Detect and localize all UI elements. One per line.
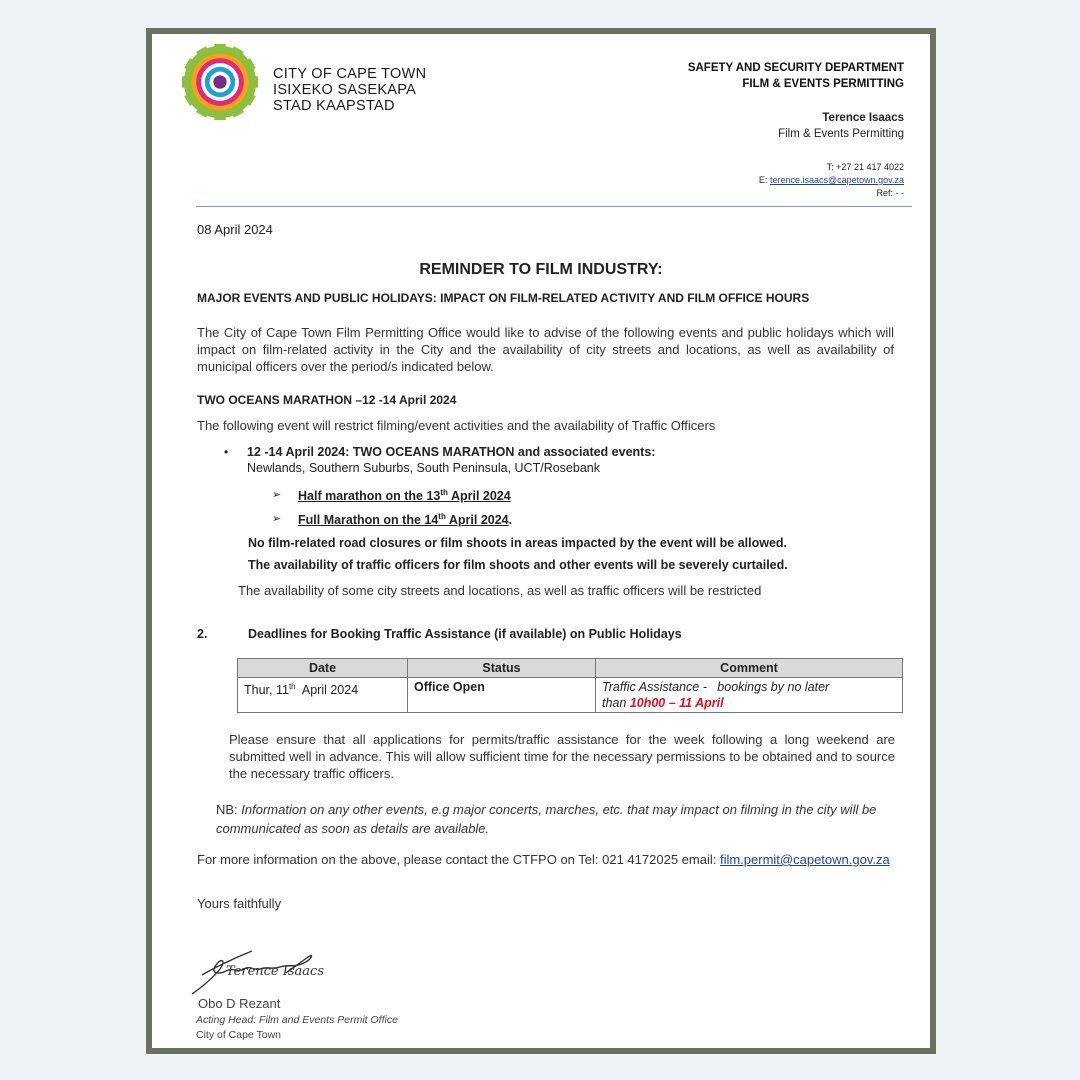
letter-subtitle: MAJOR EVENTS AND PUBLIC HOLIDAYS: IMPACT ON FILM-RELATED ACTIVITY AND FILM OFFICE HOURS bbox=[197, 291, 810, 305]
half-marathon-item: Half marathon on the 13th April 2024 bbox=[298, 487, 511, 503]
signatory-organization: City of Cape Town bbox=[196, 1029, 282, 1041]
contact-ref: Ref: - - bbox=[876, 188, 904, 198]
column-header-date: Date bbox=[238, 659, 408, 678]
closure-warning: No film-related road closures or film shoots in areas impacted by the event will be allowed. bbox=[248, 536, 788, 550]
deadline-table bbox=[237, 658, 903, 713]
department-heading bbox=[688, 60, 904, 92]
sender-name: Terence Isaacs bbox=[822, 112, 904, 124]
cell-date: Thur, 11th April 2024 bbox=[238, 678, 408, 713]
unit-name: FILM & EVENTS PERMITTING bbox=[742, 78, 904, 90]
section-title: Deadlines for Booking Traffic Assistance (if available) on Public Holidays bbox=[248, 627, 682, 641]
nb-text: Information on any other events, e.g major concerts, marches, etc. that may impact on filming in the city will be communicated as soon as details are available. bbox=[216, 802, 877, 836]
org-name-english: CITY OF CAPE TOWN bbox=[273, 66, 427, 82]
signatory-name: Obo D Rezant bbox=[198, 996, 281, 1011]
sender-role: Film & Events Permitting bbox=[778, 128, 904, 140]
marathon-intro: The following event will restrict filming/event activities and the availability of Traffic Officers bbox=[197, 418, 716, 433]
cell-status: Office Open bbox=[408, 678, 596, 713]
marathon-bullet-areas: Newlands, Southern Suburbs, South Peninsula, UCT/Rosebank bbox=[247, 461, 600, 475]
ensure-paragraph: Please ensure that all applications for permits/traffic assistance for the week following a long weekend are submitted well in advance. This will allow sufficient time for the necessary permissions to be obtained and to source the necessary traffic officers. bbox=[229, 732, 895, 781]
marathon-heading: TWO OCEANS MARATHON –12 -14 April 2024 bbox=[197, 393, 457, 407]
marathon-bullet bbox=[247, 444, 655, 476]
letter-title: REMINDER TO FILM INDUSTRY: bbox=[419, 261, 663, 278]
table-row bbox=[238, 678, 903, 713]
letter-date: 08 April 2024 bbox=[197, 222, 273, 237]
org-name-xhosa: ISIXEKO SASEKAPA bbox=[273, 82, 417, 98]
intro-paragraph: The City of Cape Town Film Permitting Office would like to advise of the following events and public holidays which will impact on film-related activity in the City and the availability of city streets and locations, as well as availability of municipal officers over the period/s indicated below. bbox=[197, 325, 894, 374]
org-name-afrikaans: STAD KAAPSTAD bbox=[273, 98, 395, 114]
arrow-bullet-icon: ➢ bbox=[272, 489, 282, 501]
deadline-highlight: 10h00 – 11 April bbox=[629, 696, 724, 710]
availability-note: The availability of some city streets and locations, as well as traffic officers will be restricted bbox=[238, 583, 762, 598]
section-number: 2. bbox=[197, 627, 208, 641]
nb-note bbox=[216, 800, 906, 838]
marathon-bullet-title: 12 -14 April 2024: TWO OCEANS MARATHON and associated events: bbox=[247, 445, 656, 459]
closing-salutation: Yours faithfully bbox=[197, 896, 282, 911]
svg-text:Terence Isaacs: Terence Isaacs bbox=[226, 964, 325, 979]
signatory-role: Acting Head: Film and Events Permit Office bbox=[196, 1014, 398, 1026]
column-header-status: Status bbox=[408, 659, 596, 678]
organization-name bbox=[273, 66, 426, 114]
cell-comment: Traffic Assistance - bookings by no later than 10h00 – 11 April bbox=[596, 678, 903, 713]
film-permit-email-link[interactable]: film.permit@capetown.gov.za bbox=[719, 852, 890, 867]
arrow-bullet-icon: ➢ bbox=[272, 513, 282, 525]
nb-label: NB: bbox=[216, 802, 238, 817]
bullet-icon: • bbox=[224, 445, 229, 459]
table-header-row bbox=[238, 659, 903, 678]
letter-page bbox=[152, 34, 930, 1048]
contact-tel: T: +27 21 417 4022 bbox=[826, 162, 904, 172]
contact-email-label: E: bbox=[758, 175, 768, 185]
column-header-comment: Comment bbox=[596, 659, 903, 678]
city-logo-icon bbox=[182, 44, 258, 120]
sender-block bbox=[778, 110, 904, 142]
traffic-officer-warning: The availability of traffic officers for film shoots and other events will be severely curtailed. bbox=[248, 558, 788, 572]
more-info-paragraph: For more information on the above, please contact the CTFPO on Tel: 021 4172025 email: film.permit@capetown.gov.za bbox=[197, 852, 890, 867]
contact-block bbox=[759, 161, 904, 200]
header-divider bbox=[196, 206, 912, 207]
contact-email-link[interactable]: terence.isaacs@capetown.gov.za bbox=[769, 175, 904, 185]
department-name: SAFETY AND SECURITY DEPARTMENT bbox=[687, 62, 904, 74]
full-marathon-item: Full Marathon on the 14th April 2024. bbox=[298, 511, 513, 527]
